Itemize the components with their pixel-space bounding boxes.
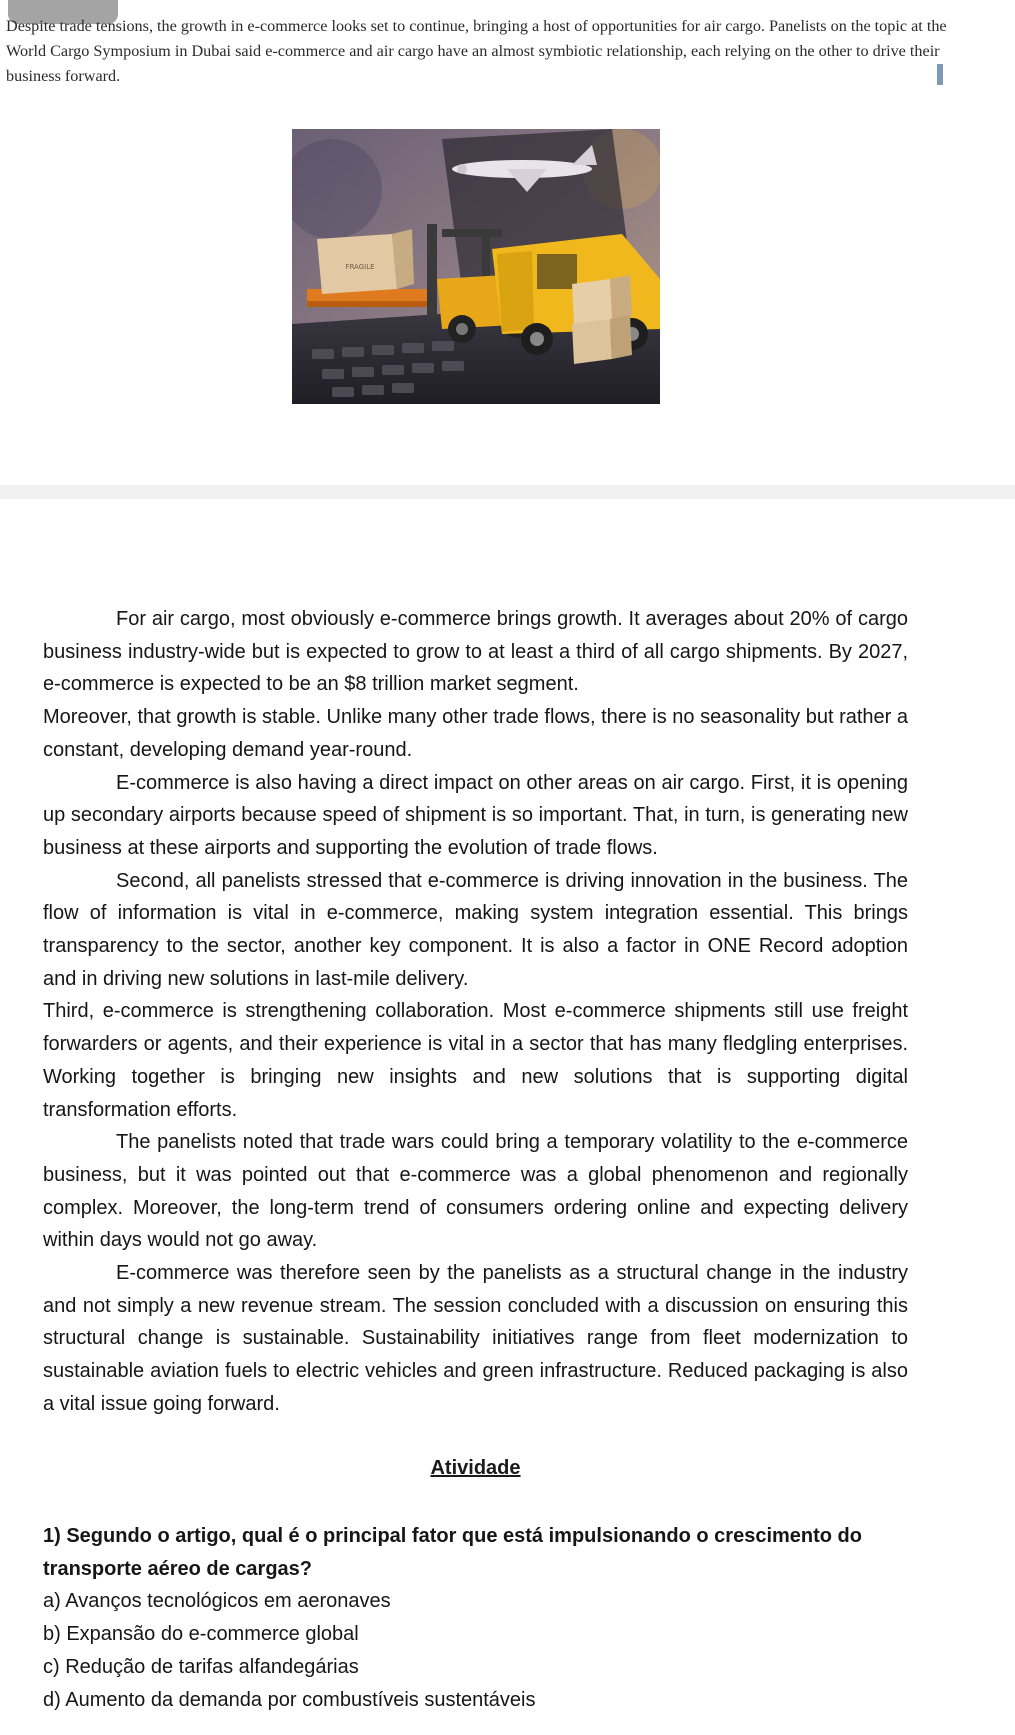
scroll-indicator[interactable] — [937, 64, 943, 85]
activity-title: Atividade — [430, 1457, 521, 1479]
ecommerce-cargo-illustration — [292, 129, 660, 404]
question-text: 1) Segundo o artigo, qual é o principal fator que está impulsionando o crescimento do transporte aéreo de cargas? — [43, 1525, 862, 1580]
answer-option-b[interactable]: b) Expansão do e-commerce global — [43, 1623, 359, 1646]
hero-image — [292, 129, 660, 404]
article-paragraph: For air cargo, most obviously e-commerce brings growth. It averages about 20% of cargo business industry-wide but is expected to grow to at least a third of all cargo shipments. By 2027, e-commerce is expected to be an $8 trillion market segment. — [43, 608, 908, 696]
intro-paragraph: Despite trade tensions, the growth in e-commerce looks set to continue, bringing a host of opportunities for air cargo. Panelists on the topic at the World Cargo Symposium in Dubai said e-commerce and air cargo have an almost symbiotic relationship, each relying on the other to drive their business forward. — [6, 17, 947, 85]
quiz-question-1 — [43, 1520, 908, 1716]
answer-option-c[interactable]: c) Redução de tarifas alfandegárias — [43, 1655, 359, 1678]
parcel-boxes-icon — [572, 275, 632, 364]
answer-option-a[interactable]: a) Avanços tecnológicos em aeronaves — [43, 1590, 391, 1613]
article-paragraph: Third, e-commerce is strengthening collaboration. Most e-commerce shipments still use freight forwarders or agents, and their experience is vital in a sector that has many fledgling enterprises. Working together is bringing new insights and new solutions that is supporting digital transformation efforts. — [43, 1000, 908, 1121]
article-paragraph: E-commerce was therefore seen by the panelists as a structural change in the industry and not simply a new revenue stream. The session concluded with a discussion on ensuring this structural change is sustainable. Sustainability initiatives range from fleet modernization to sustainable aviation fuels to electric vehicles and green infrastructure. Reduced packaging is also a vital issue going forward. — [43, 1262, 908, 1415]
section-divider — [0, 485, 1015, 499]
article-paragraph: E-commerce is also having a direct impact on other areas on air cargo. First, it is opening up secondary airports because speed of shipment is so important. That, in turn, is generating new business at these airports and supporting the evolution of trade flows. — [43, 771, 908, 859]
article-body — [43, 603, 908, 1421]
answer-option-d[interactable]: d) Aumento da demanda por combustíveis sustentáveis — [43, 1688, 536, 1711]
pallet-box-icon — [307, 229, 427, 307]
article-paragraph: The panelists noted that trade wars could bring a temporary volatility to the e-commerce business, but it was pointed out that e-commerce was a global phenomenon and regionally complex. Moreover, the long-term trend of consumers ordering online and expecting delivery within days would not go away. — [43, 1131, 908, 1252]
article-header-section — [0, 0, 1015, 485]
article-paragraph: Moreover, that growth is stable. Unlike many other trade flows, there is no seasonality but rather a constant, developing demand year-round. — [43, 706, 908, 761]
article-paragraph: Second, all panelists stressed that e-commerce is driving innovation in the business. The flow of information is vital in e-commerce, making system integration essential. This brings transparency to the sector, another key component. It is also a factor in ONE Record adoption and in driving new solutions in last-mile delivery. — [43, 869, 908, 990]
fragile-label: FRAGILE — [345, 263, 375, 271]
